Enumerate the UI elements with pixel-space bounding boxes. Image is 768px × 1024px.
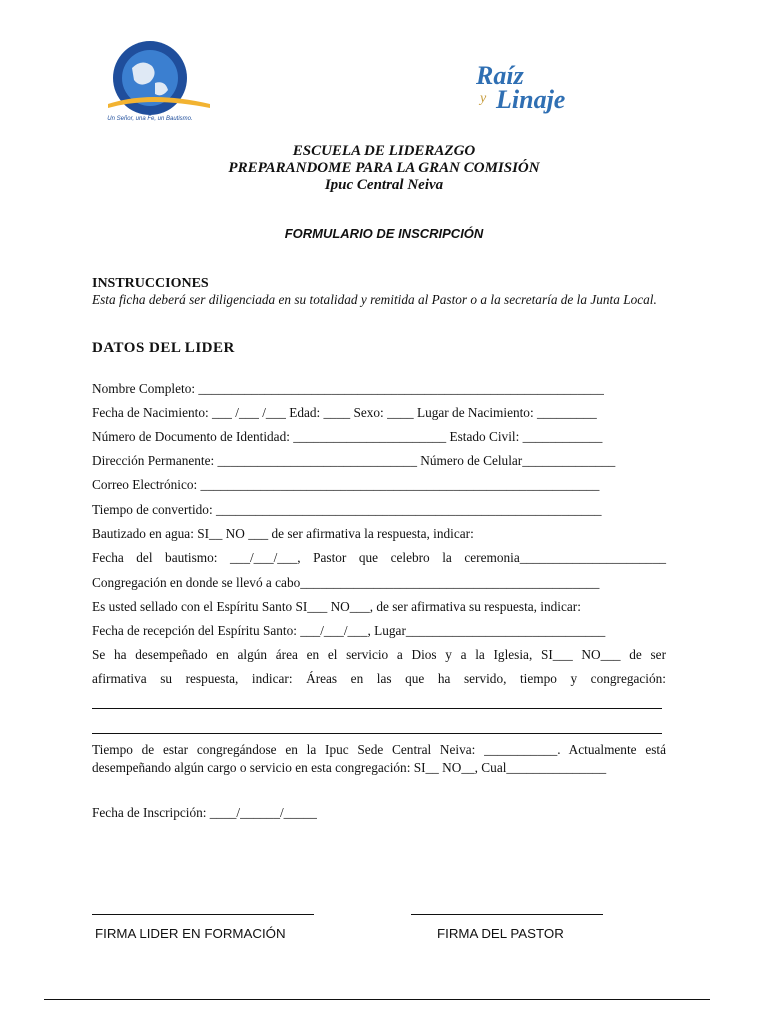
service-answer-line-2[interactable] [92, 733, 662, 734]
service-question-line1: Se ha desempeñado en algún área en el servicio a Dios y a la Iglesia, SI___ NO___ de ser [92, 647, 666, 662]
instructions-text: Esta ficha deberá ser diligenciada en su totalidad y remitida al Pastor o a la secretaría de la Junta Local. [92, 292, 657, 307]
pastor-signature-label: FIRMA DEL PASTOR [437, 926, 564, 941]
leader-signature-label: FIRMA LIDER EN FORMACIÓN [95, 926, 286, 941]
service-answer-line-1[interactable] [92, 708, 662, 709]
leader-signature-line[interactable] [92, 914, 314, 915]
service-question-line2: afirmativa su respuesta, indicar: Áreas en las que ha servido, tiempo y congregación: [92, 671, 666, 686]
form-title: FORMULARIO DE INSCRIPCIÓN [284, 226, 484, 241]
inscription-date-field[interactable]: Fecha de Inscripción: ____/______/_____ [92, 805, 317, 820]
page-divider [44, 999, 710, 1000]
program-title: PREPARANDOME PARA LA GRAN COMISIÓN [228, 160, 540, 176]
logo-word-y: y [480, 91, 487, 106]
instructions-heading: INSTRUCCIONES [92, 276, 209, 291]
school-title: ESCUELA DE LIDERAZGO [292, 143, 476, 159]
logo-word-raiz: Raíz [476, 61, 524, 90]
address-field[interactable]: Dirección Permanente: ______________________________ Número de Celular______________ [92, 453, 616, 468]
converted-time-field[interactable]: Tiempo de convertido: __________________________________________________________ [92, 502, 602, 517]
pastor-signature-line[interactable] [411, 914, 603, 915]
congregation-time-line2[interactable]: desempeñando algún cargo o servicio en esta congregación: SI__ NO__, Cual_______________ [92, 760, 607, 775]
baptism-date-field[interactable]: Fecha del bautismo: ___/___/___, Pastor que celebro la ceremonia______________________ [92, 550, 666, 565]
baptized-field[interactable]: Bautizado en agua: SI__ NO ___ de ser afirmativa la respuesta, indicar: [92, 526, 474, 541]
email-field[interactable]: Correo Electrónico: ____________________________________________________________ [92, 477, 600, 492]
raiz-linaje-logo [474, 58, 664, 122]
church-logo [100, 38, 218, 124]
holy-spirit-date-field[interactable]: Fecha de recepción del Espíritu Santo: ___/___/___, Lugar______________________________ [92, 623, 606, 638]
section-heading: DATOS DEL LIDER [92, 340, 235, 356]
church-motto: Un Señor, una Fe, un Bautismo. [107, 116, 193, 122]
birth-date-field[interactable]: Fecha de Nacimiento: ___ /___ /___ Edad: ____ Sexo: ____ Lugar de Nacimiento: _________ [92, 405, 597, 420]
id-document-field[interactable]: Número de Documento de Identidad: _______________________ Estado Civil: ____________ [92, 429, 603, 444]
full-name-field[interactable]: Nombre Completo: _____________________________________________________________ [92, 381, 604, 396]
logo-word-linaje: Linaje [496, 85, 566, 114]
church-name: Ipuc Central Neiva [324, 177, 444, 193]
baptism-congregation-field[interactable]: Congregación en donde se llevó a cabo_____________________________________________ [92, 575, 600, 590]
congregation-time-line1[interactable]: Tiempo de estar congregándose en la Ipuc Sede Central Neiva: ___________. Actualmente está [92, 742, 666, 757]
holy-spirit-field[interactable]: Es usted sellado con el Espíritu Santo SI___ NO___, de ser afirmativa su respuesta, indicar: [92, 599, 581, 614]
